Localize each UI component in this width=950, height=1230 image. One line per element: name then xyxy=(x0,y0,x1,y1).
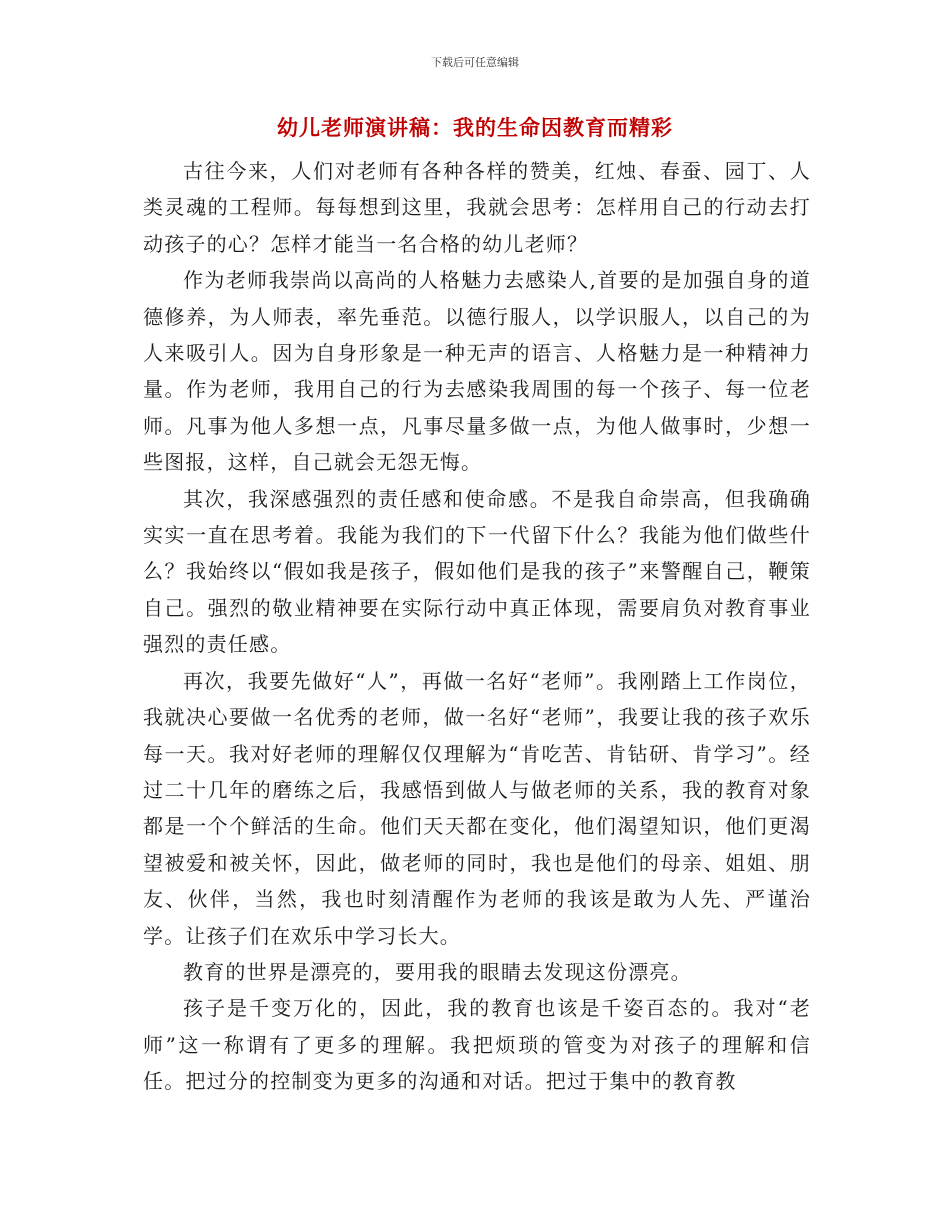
header-note: 下载后可任意编辑 xyxy=(431,56,519,69)
document-body xyxy=(143,153,811,1100)
paragraph: 古往今来，人们对老师有各种各样的赞美，红烛、春蚕、园丁、人类灵魂的工程师。每每想到这里，我就会思考：怎样用自己的行动去打动孩子的心？怎样才能当一名合格的幼儿老师？ xyxy=(143,159,811,256)
page-title: 幼儿老师演讲稿：我的生命因教育而精彩 xyxy=(277,116,673,140)
paragraph: 作为老师我崇尚以高尚的人格魅力去感染人,首要的是加强自身的道德修养，为人师表，率先垂范。以德行服人，以学识服人，以自己的为人来吸引人。因为自身形象是一种无声的语言、人格魅力是一种精神力量。作为老师，我用自己的行为去感染我周围的每一个孩子、每一位老师。凡事为他人多想一点，凡事尽量多做一点，为他人做事时，少想一些图报，这样，自己就会无怨无悔。 xyxy=(143,268,811,475)
paragraph: 孩子是千变万化的，因此，我的教育也该是千姿百态的。我对“老师”这一称谓有了更多的理解。我把烦琐的管变为对孩子的理解和信任。把过分的控制变为更多的沟通和对话。把过于集中的教育教 xyxy=(143,996,811,1094)
paragraph: 再次，我要先做好“人”，再做一名好“老师”。我刚踏上工作岗位，我就决心要做一名优秀的老师，做一名好“老师”，我要让我的孩子欢乐每一天。我对好老师的理解仅仅理解为“肯吃苦、肯钻研、肯学习”。经过二十几年的磨练之后，我感悟到做人与做老师的关系，我的教育对象都是一个个鲜活的生命。他们天天都在变化，他们渴望知识，他们更渴望被爱和被关怀，因此，做老师的同时，我也是他们的母亲、姐姐、朋友、伙伴，当然，我也时刻清醒作为老师的我该是敢为人先、严谨治学。让孩子们在欢乐中学习长大。 xyxy=(143,668,811,948)
paragraph: 教育的世界是漂亮的，要用我的眼睛去发现这份漂亮。 xyxy=(183,959,692,984)
paragraph: 其次，我深感强烈的责任感和使命感。不是我自命崇高，但我确确实实一直在思考着。我能为我们的下一代留下什么？我能为他们做些什么？我始终以“假如我是孩子，假如他们是我的孩子”来警醒自己，鞭策自己。强烈的敬业精神要在实际行动中真正体现，需要肩负对教育事业强烈的责任感。 xyxy=(143,486,811,657)
